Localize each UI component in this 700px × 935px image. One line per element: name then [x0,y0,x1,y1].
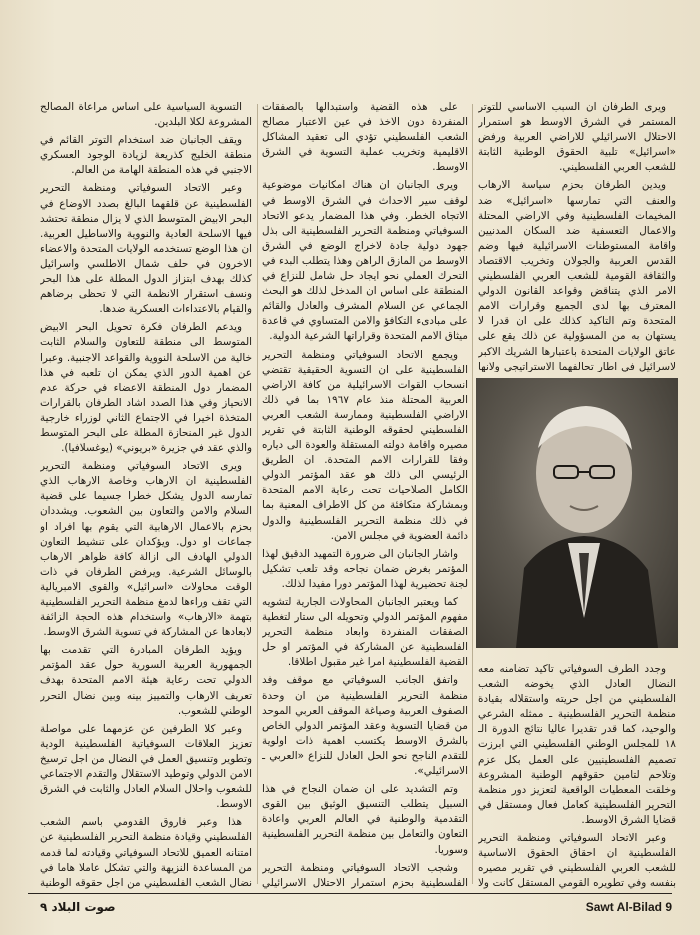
paragraph: وعبر الاتحاد السوفياتي ومنظمة التحرير الفلسطينية ان احقاق الحقوق الاساسية للشعب العربي الفلسطيني في تقرير مصيره بنفسه وفي تطويره القومي المستقل كانت ولا [478,832,676,890]
paragraph: وتم التشديد على ان ضمان النجاح في هذا السبيل يتطلب التنسيق الوثيق بين القوى التقدمية والوطنية في العالم العربي واعادة التعاون والتعامل بين منظمة التحرير الفلسطينية وسوريا. [262,783,468,856]
paragraph: وجدد الطرف السوفياتي تاكيد تضامنه معه النضال العادل الذي يخوضه الشعب الفلسطيني من اجل حريته واستقلاله بقيادة منظمة التحرير الفلسطينية ـ ممثله الشرعي والوحيد، كما قدر تقديرا عاليا نتائج الدورة الـ ١٨ للمجلس الوطني الفلسطيني التي ابرزت تصميم الفلسطينيين على العمل بكل عزم وتلاحم لتامين حقوقهم الوطنية المشروعة وخلقت المعطيات الواقعية لتعزيز دور منظمة التحرير الفلسطينية كعامل فعال ومستقل في قضايا الشرق الاوسط. [478,663,676,826]
paragraph: وشجب الاتحاد السوفياتي ومنظمة التحرير الفلسطينية بحزم استمرار الاحتلال الاسرائيلي [262,861,468,889]
column-right-lower [478,662,676,890]
paragraph: هذا وعبر فاروق القدومي باسم الشعب الفلسطيني وقيادة منظمة التحرير الفلسطينية عن امتنانه العميق للاتحاد السوفياتي وقيادته لما قدمه من المساعدة النزيهة والتي تشكل عاملا هاما في نضال الشعب الفلسطيني من اجل حقوقه الوطنية [40,816,252,889]
paragraph: واتفق الجانب السوفياتي مع موقف وفد منظمة التحرير الفلسطينية من ان وحدة الصفوف العربية وصياغة الموقف العربي الموحد من قضايا التسوية وعقد المؤتمر الدولي الخاص بالشرق الاوسط يكتسب اهمية ذات اولوية للتقدم الناجح نحو الحل العادل للنزاع «العربي ـ الاسرائيلي». [262,674,468,778]
footer-page-label-latin: Sawt Al-Bilad 9 [585,900,672,914]
paragraph: واشار الجانبان الى ضرورة التمهيد الدقيق لهذا المؤتمر بغرض ضمان نجاحه وقد تلعب تشكيل لجنة تحضيرية لهذا المؤتمر دورا مفيدا لذلك. [262,547,468,590]
portrait-figure-icon [476,378,678,648]
paragraph: ويؤيد الطرفان المبادرة التي تقدمت بها الجمهورية العربية السورية حول عقد المؤتمر الدولي تحت رعاية هيئة الامم المتحدة بهدف تعريف الارهاب والتمييز بينه وبين نضال التحرر الوطني للشعوب. [40,644,252,717]
paragraph: ويدين الطرفان بحزم سياسة الارهاب والعنف التي تمارسها «اسرائيل» ضد المخيمات الفلسطينية وفي الاراضي المحتلة والاعمال التعسفية ضد السكان المدنيين واقامة المستوطنات الاسرائيلية فيها وضم القدس العربية والجولان وتخريب الاقتصاد والثقافة القومية للشعب العربي الفلسطيني الامر الذي يتناقض وقواعد القانون الدولي المعترف بها لدى الجميع وقرارات الامم المتحدة وتم التاكيد كذلك على ان قدرا لا يستهان به من المسؤولية عن ذلك يقع على عاتق الولايات المتحدة باعتبارها الشريك الاكبر لاسرائيل في اطار تحالفهما الاستراتيجي ولانها [478,179,676,372]
paragraph: ويرى الاتحاد السوفياتي ومنظمة التحرير الفلسطينية ان الارهاب وخاصة الارهاب الذي تمارسه الدول يشكل خطرا جسيما على قضية السلام والامن والتعاون بين الشعوب. ويشددان بحزم بالاعمال الارهابية التي يقوم بها افراد او جماعات او دول. ويؤكدان على تنشيط التعاون الدولي الهادف الى ازالة كافة ظواهر الارهاب بالوسائل الشرعية. ويرفض الطرفان في ذات الوقت محاولات «اسرائيل» والقوى الامبريالية التي تقف وراءها لدمغ منظمة التحرير الفلسطينية بتهمة «الارهاب» واستخدام هذه الحجة الزائفة لابعادها عن المشاركة في تسوية الشرق الاوسط. [40,460,252,639]
paragraph: كما ويعتبر الجانبان المحاولات الجارية لتشويه مفهوم المؤتمر الدولي وتحويله الى ستار لتغطية الصفقات المنفردة وابعاد منظمة التحرير الفلسطينية عن المشاركة في المؤتمر او حل القضية الفلسطينية امرا غير مقبول اطلاقا. [262,596,468,669]
footer-page-label-arabic: صوت البلاد ٩ [40,900,116,914]
footer-rule [28,893,672,894]
paragraph: وعبر الاتحاد السوفياتي ومنظمة التحرير الفلسطينية عن قلقهما البالغ بصدد الاوضاع في البحر الابيض المتوسط الذي لا يزال منطقة تحتشد فيها الاسلحة العادية والنووية والاساطيل العربية. ان هذا الوضع تستخدمه الولايات المتحدة والاعضاء الاخرون في حلف شمال الاطلسي واسرائيل كذلك بهدف ابتزاز الدول المطلة على هذا البحر ونسف استقرار الانظمة التي لا تحظى برضاهم والقيام بالاعتداءات العسكرية ضدها. [40,182,252,316]
paragraph: ويجمع الاتحاد السوفياتي ومنظمة التحرير الفلسطينية على ان التسوية الحقيقية تقتضي انسحاب القوات الاسرائيلية من كافة الاراضي العربية المحتلة منذ عام ١٩٦٧ بما في ذلك الاراضي الفلسطينية وممارسة الشعب العربي الفلسطيني لحقوقه الوطنية الثابتة في تقرير مصيره واقامة دولته المستقلة والعودة الى دياره وفقا للقرارات الامم المتحدة. ان الطريق الرئيسي الى ذلك هو عقد المؤتمر الدولي الكامل الصلاحيات تحت رعاية الامم المتحدة وبمشاركة متكافئة من كل الاطراف المعنية بما في ذلك منظمة التحرير الفلسطينية والدول دائمة العضوية في مجلس الامن. [262,348,468,542]
paragraph: ويقف الجانبان ضد استخدام التوتر القائم في منطقة الخليج كذريعة لزيادة الوجود العسكري الاجنبي في هذه المنطقة الهامة من العالم. [40,134,252,177]
paragraph: وعبر كلا الطرفين عن عزمهما على مواصلة تعزيز العلاقات السوفياتية الفلسطينية الودية وتطوير وتنسيق العمل في النضال من اجل ترسيخ الامن الدولي وتوطيد الاستقلال والتقدم الاجتماعي للشعوب واحلال السلام العادل والثابت في الشرق الاوسط. [40,722,252,811]
paragraph: ويدعم الطرفان فكرة تحويل البحر الابيض المتوسط الى منطقة للتعاون والسلام الثابت خالية من الاسلحة النووية والقواعد الاجنبية. وعبرا عن اهمية الدور الذي يمكن ان تلعبه في هذا المضمار دول المنطقة الاعضاء في حركة عدم الانحياز وفي هذا الصدد اشاد الطرفان بالقرارات المتخذة اخيرا في الاجتماع الثاني لوزراء خارجية الدول غير المنحازة المطلة على البحر المتوسط والذي عقد في جزيرة «بريوني» (يوغسلافيا). [40,321,252,455]
column-middle [262,100,468,890]
column-divider [257,104,258,884]
paragraph: ويرى الجانبان ان هناك امكانيات موضوعية لوقف سير الاحداث في الشرق الاوسط في الاتجاه الخطر. وفي هذا المضمار يدعو الاتحاد السوفياتي ومنظمة التحرير الفلسطينية الى بذل جهود دولية جادة لاخراج الوضع في الشرق الاوسط من المازق الراهن وهذا يتطلب البدء في التحرك العملي نحو ايجاد حل شامل للنزاع في المنطقة على اساس ان المدخل لذلك هو البحث الجماعي عن السلام المشرف والعادل والقائم على مبادىء التكافؤ والامن المتساوي في قاعدة ميثاق الامم المتحدة وقراراتها الشرعية الدولية. [262,179,468,343]
paragraph: على هذه القضية واستبدالها بالصفقات المنفردة دون الاخذ في عين الاعتبار مصالح الشعب الفلسطيني تؤدي الى تعقيد المشاكل الاقليمية وتخريب عملية التسوية في الشرق الاوسط. [262,101,468,174]
paragraph: التسوية السياسية على اساس مراعاة المصالح المشروعة لكلا البلدين. [40,101,252,129]
column-left [40,100,252,890]
column-divider [472,104,473,884]
portrait-photo [476,378,678,648]
paragraph: ويرى الطرفان ان السبب الاساسي للتوتر المستمر في الشرق الاوسط هو استمرار الاحتلال الاسرائيلي للاراضي العربية ورفض «اسرائيل» تلبية الحقوق الوطنية الثابتة للشعب العربي الفلسطيني. [478,101,676,174]
column-right-upper [478,100,676,372]
